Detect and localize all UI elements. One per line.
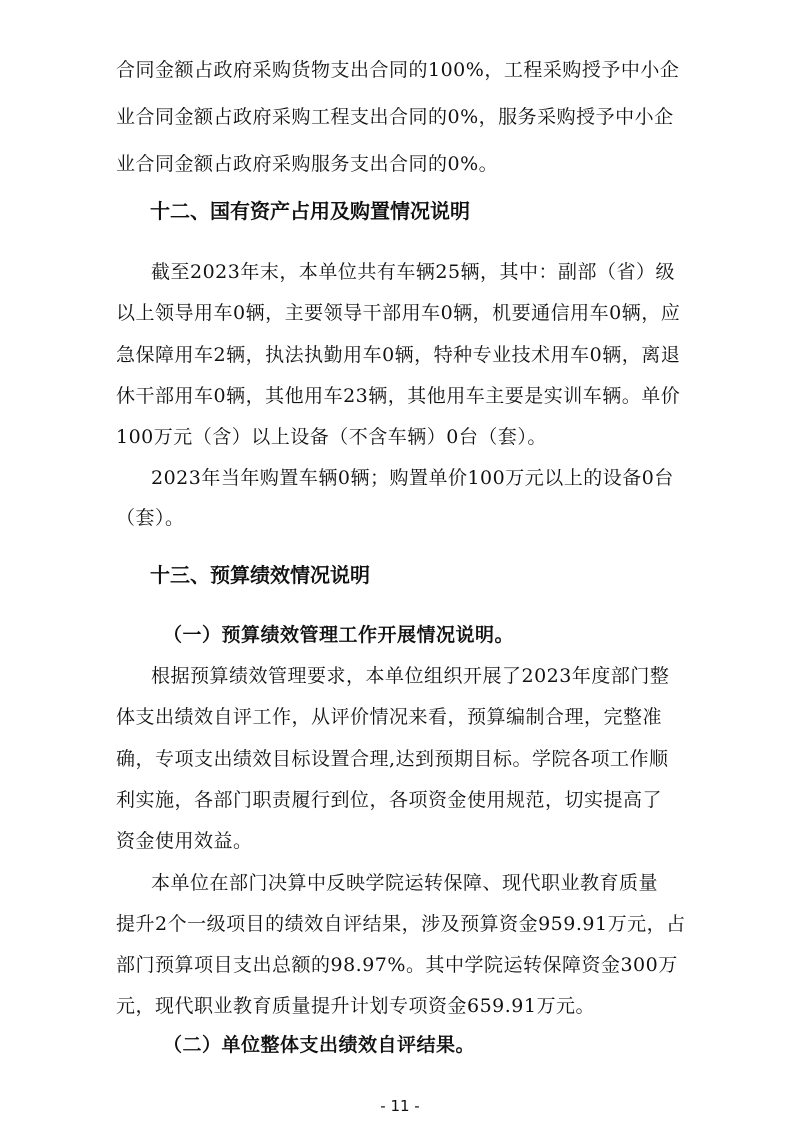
s13-para1-line-1: 根据预算绩效管理要求，本单位组织开展了2023年度部门整 [151,665,670,687]
s13-para2-line-1: 本单位在部门决算中反映学院运转保障、现代职业教育质量 [151,872,659,894]
page-number: - 11 - [380,1097,420,1115]
s13-para1-line-2: 体支出绩效自评工作，从评价情况来看，预算编制合理，完整准 [116,706,663,728]
s12-para2-line-2: （套）。 [116,507,185,529]
intro-line-2: 业合同金额占政府采购工程支出合同的0%，服务采购授予中小企 [116,106,674,128]
section-12-heading: 十二、国有资产占用及购置情况说明 [150,199,470,223]
s13-para2-line-3: 部门预算项目支出总额的98.97%。其中学院运转保障资金300万 [116,954,678,976]
s13-subheading-1: （一）预算绩效管理工作开展情况说明。 [163,624,515,646]
s12-para1-line-5: 100万元（含）以上设备（不含车辆）0台（套）。 [116,426,547,448]
s13-para1-line-4: 利实施，各部门职责履行到位，各项资金使用规范，切实提高了 [116,789,663,811]
section-13-heading: 十三、预算绩效情况说明 [150,563,370,587]
s13-para2-line-4: 元，现代职业教育质量提升计划专项资金659.91万元。 [116,995,595,1017]
s13-subheading-2: （二）单位整体支出绩效自评结果。 [163,1034,476,1056]
s13-para1-line-3: 确，专项支出绩效目标设置合理,达到预期目标。学院各项工作顺 [116,748,669,770]
s12-para2-line-1: 2023年当年购置车辆0辆；购置单价100万元以上的设备0台 [151,467,674,489]
s13-para1-line-5: 资金使用效益。 [116,830,253,852]
s12-para1-line-3: 急保障用车2辆，执法执勤用车0辆，特种专业技术用车0辆，离退 [116,344,681,366]
s13-para2-line-2: 提升2个一级项目的绩效自评结果，涉及预算资金959.91万元，占 [116,913,686,935]
intro-line-1: 合同金额占政府采购货物支出合同的100%，工程采购授予中小企 [116,59,680,81]
intro-line-3: 业合同金额占政府采购服务支出合同的0%。 [116,153,499,175]
s12-para1-line-2: 以上领导用车0辆，主要领导干部用车0辆，机要通信用车0辆，应 [116,302,681,324]
s12-para1-line-1: 截至2023年末，本单位共有车辆25辆，其中：副部（省）级 [151,261,676,283]
s12-para1-line-4: 休干部用车0辆，其他用车23辆，其他用车主要是实训车辆。单价 [116,385,681,407]
